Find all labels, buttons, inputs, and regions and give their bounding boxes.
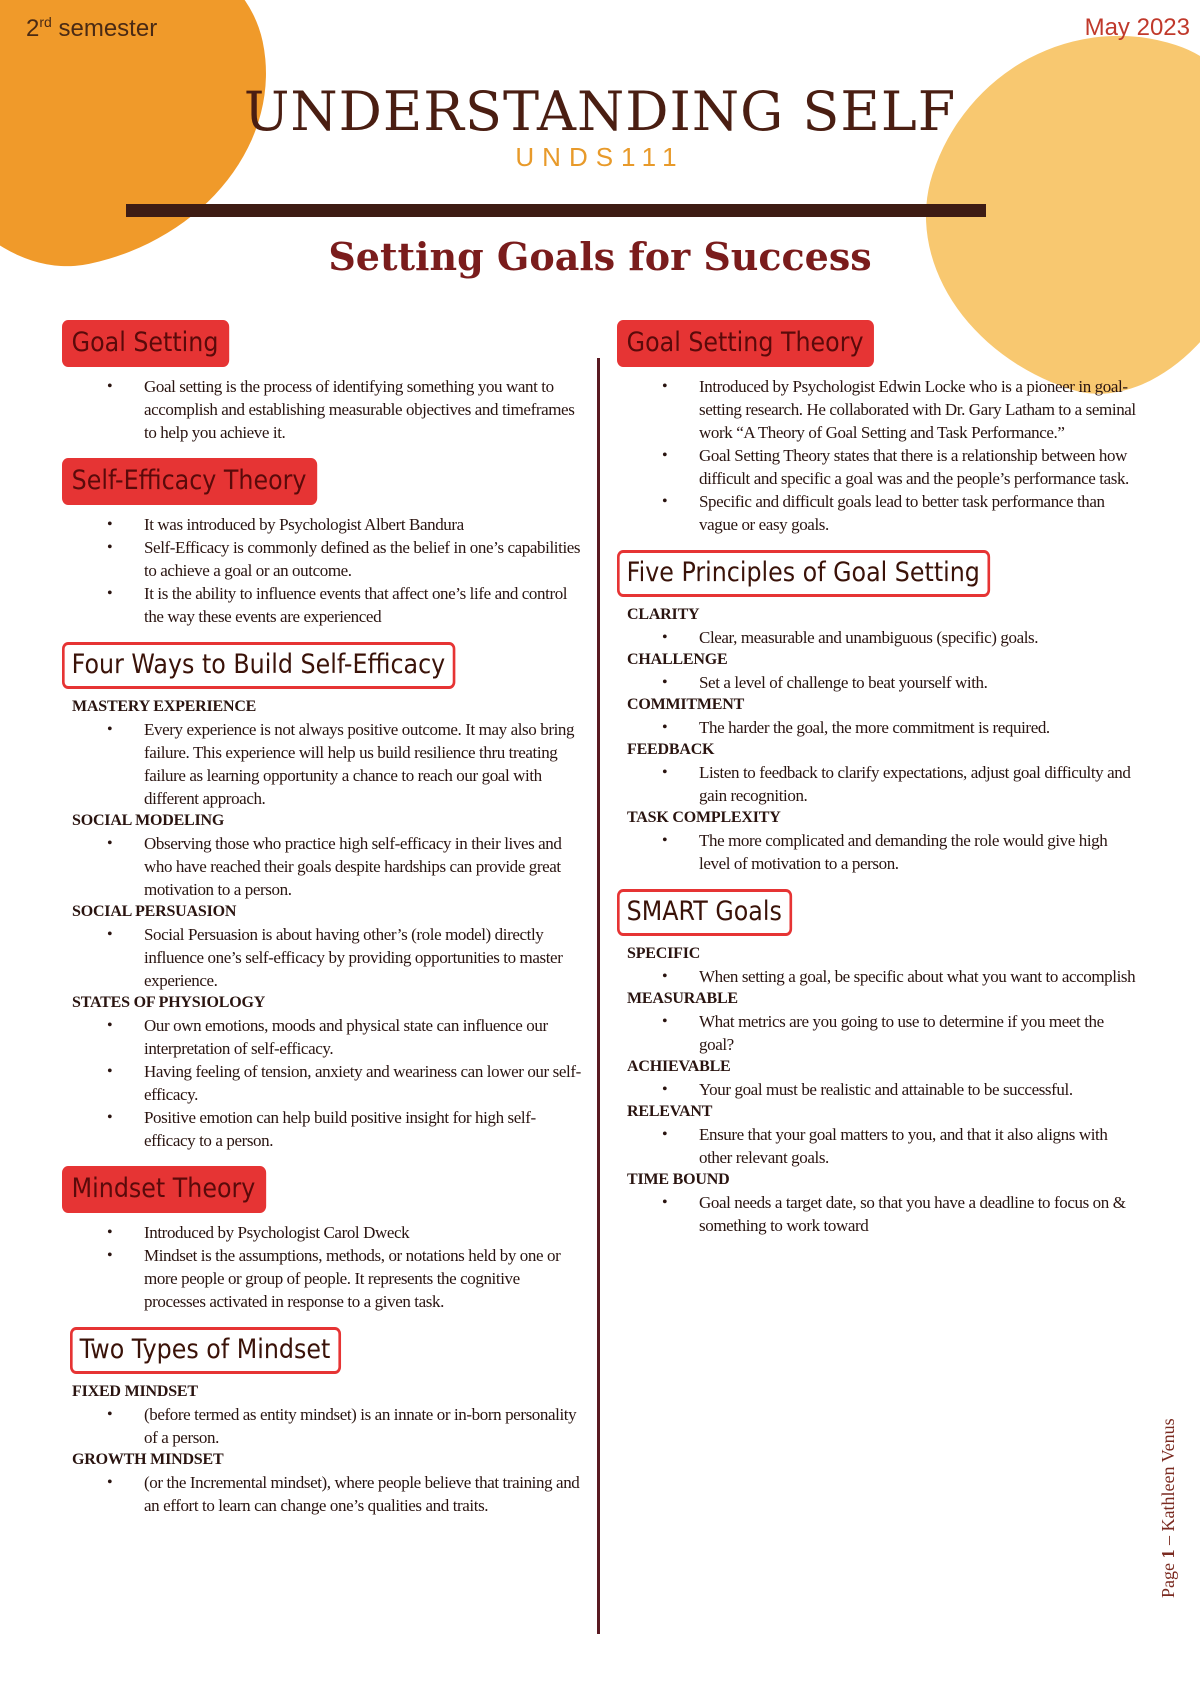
- list-item: • It was introduced by Psychologist Albert Bandura: [144, 513, 582, 536]
- right-column: [617, 320, 1137, 1251]
- list-item: • Specific and difficult goals lead to better task performance than vague or easy goals.: [699, 490, 1137, 536]
- subheading: TIME BOUND: [627, 1171, 730, 1188]
- subheading: COMMITMENT: [627, 696, 745, 713]
- list-item: • Having feeling of tension, anxiety and weariness can lower our self-efficacy.: [144, 1060, 582, 1106]
- goal-setting-theory-section: [617, 320, 1137, 536]
- subheading: CHALLENGE: [627, 651, 728, 668]
- subheading: SPECIFIC: [627, 945, 701, 962]
- list-item: • Social Persuasion is about having other’s (role model) directly influence one’s self-efficacy by providing opportunities to master experience.: [144, 923, 582, 992]
- relevant-list: [617, 1123, 1137, 1169]
- clarity-list: [617, 626, 1137, 649]
- challenge-list: [617, 671, 1137, 694]
- left-column: [62, 320, 582, 1531]
- mindset-section: [62, 1166, 582, 1313]
- goal-setting-section: [62, 320, 582, 444]
- subheading: STATES OF PHYSIOLOGY: [72, 994, 266, 1011]
- list-item: • Introduced by Psychologist Carol Dweck: [144, 1221, 582, 1244]
- five-principles-heading: Five Principles of Goal Setting: [617, 550, 990, 597]
- mindset-list: [62, 1221, 582, 1313]
- subheading: CLARITY: [627, 606, 700, 623]
- four-ways-section: [62, 642, 582, 1152]
- page-number: 1: [1158, 1549, 1178, 1559]
- achievable-list: [617, 1078, 1137, 1101]
- list-item: • When setting a goal, be specific about what you want to accomplish: [699, 965, 1137, 988]
- feedback-list: [617, 761, 1137, 807]
- list-item: • Set a level of challenge to beat yourself with.: [699, 671, 1137, 694]
- two-types-section: [62, 1327, 582, 1517]
- list-item: • (or the Incremental mindset), where people believe that training and an effort to learn can change one’s qualities and traits.: [144, 1471, 582, 1517]
- social-persuasion-list: [62, 923, 582, 992]
- subheading: RELEVANT: [627, 1103, 713, 1120]
- page-footer: [1158, 1418, 1179, 1598]
- course-code: UNDS111: [515, 142, 685, 172]
- goal-setting-theory-list: [617, 375, 1137, 536]
- four-ways-heading: Four Ways to Build Self-Efficacy: [62, 642, 456, 689]
- page-label: Page: [1158, 1563, 1178, 1598]
- subheading: GROWTH MINDSET: [72, 1451, 224, 1468]
- physiology-list: [62, 1014, 582, 1152]
- goal-setting-heading: Goal Setting: [62, 320, 229, 367]
- subheading: MEASURABLE: [627, 990, 738, 1007]
- time-bound-list: [617, 1191, 1137, 1237]
- smart-goals-section: [617, 889, 1137, 1237]
- two-types-heading: Two Types of Mindset: [70, 1327, 341, 1374]
- list-item: • Every experience is not always positive outcome. It may also bring failure. This experience will help us build resilience thru treating failure as learning opportunity a chance to reach our goal with different approach.: [144, 718, 582, 810]
- title-divider: [126, 204, 986, 217]
- column-divider: [597, 358, 600, 1634]
- commitment-list: [617, 716, 1137, 739]
- fixed-mindset-list: [62, 1403, 582, 1449]
- list-item: • Self-Efficacy is commonly defined as the belief in one’s capabilities to achieve a goal or an outcome.: [144, 536, 582, 582]
- self-efficacy-heading: Self-Efficacy Theory: [62, 458, 317, 505]
- list-item: • Ensure that your goal matters to you, and that it also aligns with other relevant goals.: [699, 1123, 1137, 1169]
- list-item: • The harder the goal, the more commitment is required.: [699, 716, 1137, 739]
- list-item: • Goal setting is the process of identifying something you want to accomplish and establishing measurable objectives and timeframes to help you achieve it.: [144, 375, 582, 444]
- goal-setting-theory-heading: Goal Setting Theory: [617, 320, 874, 367]
- list-item: • Mindset is the assumptions, methods, or notations held by one or more people or group of people. It represents the cognitive processes activated in response to a given task.: [144, 1244, 582, 1313]
- subheading: TASK COMPLEXITY: [627, 809, 781, 826]
- goal-setting-list: [62, 375, 582, 444]
- subheading: MASTERY EXPERIENCE: [72, 698, 257, 715]
- list-item: • Your goal must be realistic and attainable to be successful.: [699, 1078, 1137, 1101]
- five-principles-section: [617, 550, 1137, 875]
- date-label: May 2023: [1084, 14, 1190, 41]
- list-item: • Goal Setting Theory states that there is a relationship between how difficult and specific a goal was and the people’s performance task.: [699, 444, 1137, 490]
- list-item: • It is the ability to influence events that affect one’s life and control the way these events are experienced: [144, 582, 582, 628]
- list-item: • The more complicated and demanding the role would give high level of motivation to a person.: [699, 829, 1137, 875]
- growth-mindset-list: [62, 1471, 582, 1517]
- self-efficacy-list: [62, 513, 582, 628]
- list-item: • Listen to feedback to clarify expectations, adjust goal difficulty and gain recognition.: [699, 761, 1137, 807]
- mindset-heading: Mindset Theory: [62, 1166, 266, 1213]
- subheading: SOCIAL PERSUASION: [72, 903, 237, 920]
- specific-list: [617, 965, 1137, 988]
- social-modeling-list: [62, 832, 582, 901]
- page-title: UNDERSTANDING SELF: [243, 80, 957, 143]
- self-efficacy-section: [62, 458, 582, 628]
- list-item: • (before termed as entity mindset) is an innate or in-born personality of a person.: [144, 1403, 582, 1449]
- list-item: • Introduced by Psychologist Edwin Locke who is a pioneer in goal-setting research. He collaborated with Dr. Gary Latham to a seminal work “A Theory of Goal Setting and Task Performance.”: [699, 375, 1137, 444]
- author-name: Kathleen Venus: [1158, 1418, 1178, 1532]
- list-item: • Observing those who practice high self-efficacy in their lives and who have reached their goals despite hardships can provide great motivation to a person.: [144, 832, 582, 901]
- smart-goals-heading: SMART Goals: [617, 889, 792, 936]
- list-item: • Clear, measurable and unambiguous (specific) goals.: [699, 626, 1137, 649]
- mastery-list: [62, 718, 582, 810]
- measurable-list: [617, 1010, 1137, 1056]
- subheading: ACHIEVABLE: [627, 1058, 731, 1075]
- page-subtitle: Setting Goals for Success: [328, 234, 872, 279]
- subheading: FIXED MINDSET: [72, 1383, 198, 1400]
- subheading: SOCIAL MODELING: [72, 812, 225, 829]
- list-item: • Goal needs a target date, so that you have a deadline to focus on & something to work toward: [699, 1191, 1137, 1237]
- task-complexity-list: [617, 829, 1137, 875]
- list-item: • What metrics are you going to use to determine if you meet the goal?: [699, 1010, 1137, 1056]
- subheading: FEEDBACK: [627, 741, 715, 758]
- semester-label: 2rd semester: [26, 14, 158, 42]
- footer-separator: –: [1158, 1536, 1178, 1545]
- list-item: • Our own emotions, moods and physical state can influence our interpretation of self-efficacy.: [144, 1014, 582, 1060]
- list-item: • Positive emotion can help build positive insight for high self-efficacy to a person.: [144, 1106, 582, 1152]
